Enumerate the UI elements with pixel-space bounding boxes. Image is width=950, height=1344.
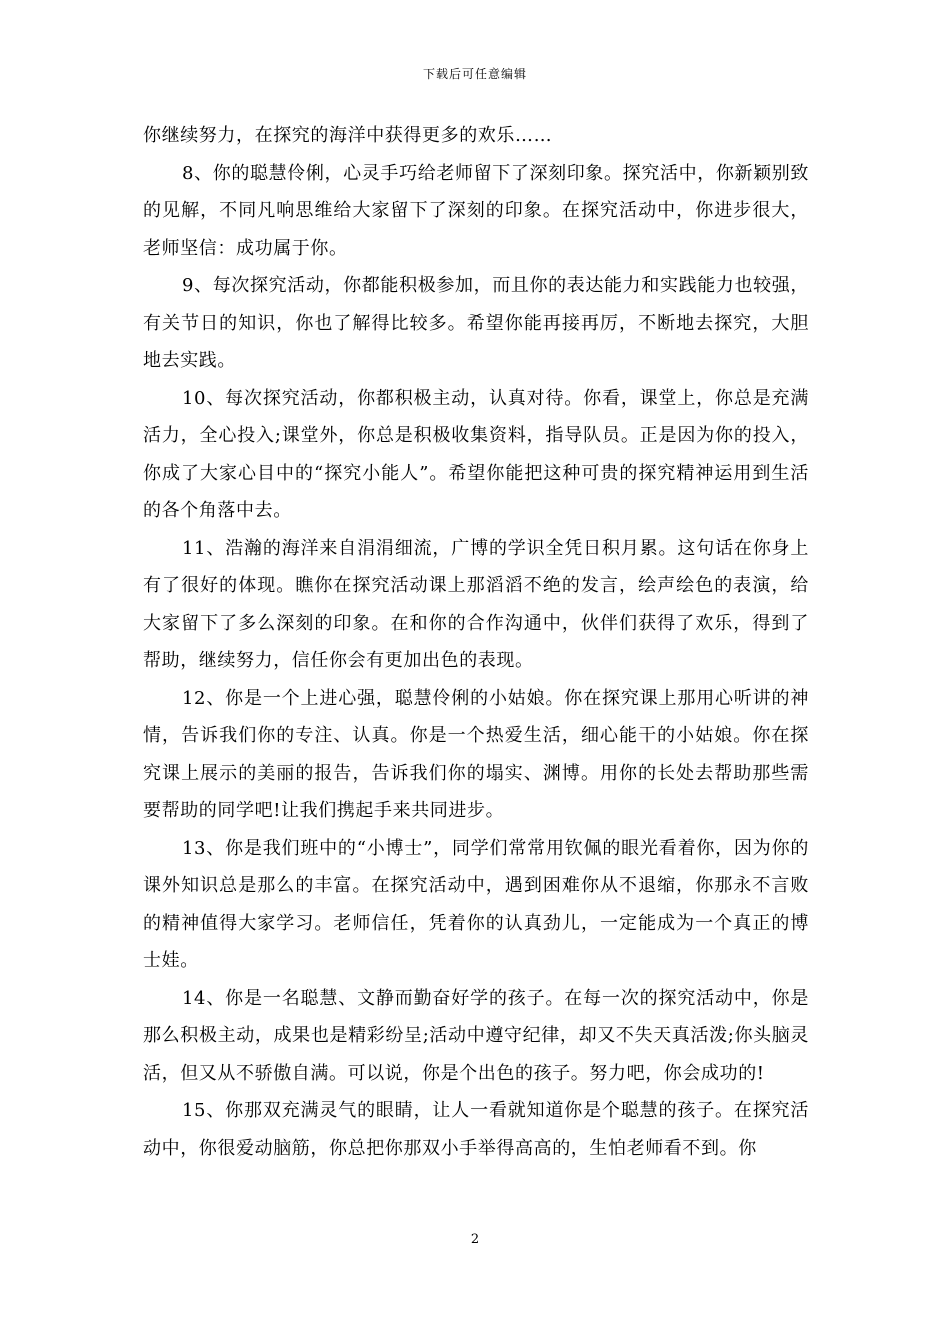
- paragraph-comment-15: 15、你那双充满灵气的眼睛，让人一看就知道你是个聪慧的孩子。在探究活动中，你很爱动脑筋，你总把你那双小手举得高高的，生怕老师看不到。你: [143, 1100, 809, 1159]
- paragraph-comment-8: 8、你的聪慧伶俐，心灵手巧给老师留下了深刻印象。探究活中，你新颖别致的见解，不同凡响思维给大家留下了深刻的印象。在探究活动中，你进步很大，老师坚信：成功属于你。: [143, 162, 809, 259]
- paragraph-comment-12: 12、你是一个上进心强，聪慧伶俐的小姑娘。你在探究课上那用心听讲的神情，告诉我们你的专注、认真。你是一个热爱生活，细心能干的小姑娘。你在探究课上展示的美丽的报告，告诉我们你的塌实、渊博。用你的长处去帮助那些需要帮助的同学吧!让我们携起手来共同进步。: [143, 687, 809, 821]
- page-header: 下载后可任意编辑: [422, 67, 527, 81]
- page-number: 2: [470, 1232, 480, 1247]
- paragraph-comment-14: 14、你是一名聪慧、文静而勤奋好学的孩子。在每一次的探究活动中，你是那么积极主动，成果也是精彩纷呈;活动中遵守纪律，却又不失天真活泼;你头脑灵活，但又从不骄傲自满。可以说，你是个出色的孩子。努力吧，你会成功的!: [143, 987, 809, 1084]
- paragraph-comment-10: 10、每次探究活动，你都积极主动，认真对待。你看，课堂上，你总是充满活力，全心投入;课堂外，你总是积极收集资料，指导队员。正是因为你的投入，你成了大家心目中的“探究小能人”。希望你能把这种可贵的探究精神运用到生活的各个角落中去。: [143, 387, 809, 521]
- paragraph-continuation: 你继续努力，在探究的海洋中获得更多的欢乐……: [143, 125, 553, 146]
- paragraph-comment-9: 9、每次探究活动，你都能积极参加，而且你的表达能力和实践能力也较强，有关节日的知识，你也了解得比较多。希望你能再接再厉，不断地去探究，大胆地去实践。: [143, 275, 809, 371]
- document-body: [143, 117, 809, 1167]
- paragraph-comment-11: 11、浩瀚的海洋来自涓涓细流，广博的学识全凭日积月累。这句话在你身上有了很好的体现。瞧你在探究活动课上那滔滔不绝的发言，绘声绘色的表演，给大家留下了多么深刻的印象。在和你的合作沟通中，伙伴们获得了欢乐，得到了帮助，继续努力，信任你会有更加出色的表现。: [143, 537, 809, 671]
- paragraph-comment-13: 13、你是我们班中的“小博士”，同学们常常用钦佩的眼光看着你，因为你的课外知识总是那么的丰富。在探究活动中，遇到困难你从不退缩，你那永不言败的精神值得大家学习。老师信任，凭着你的认真劲儿，一定能成为一个真正的博士娃。: [143, 837, 809, 971]
